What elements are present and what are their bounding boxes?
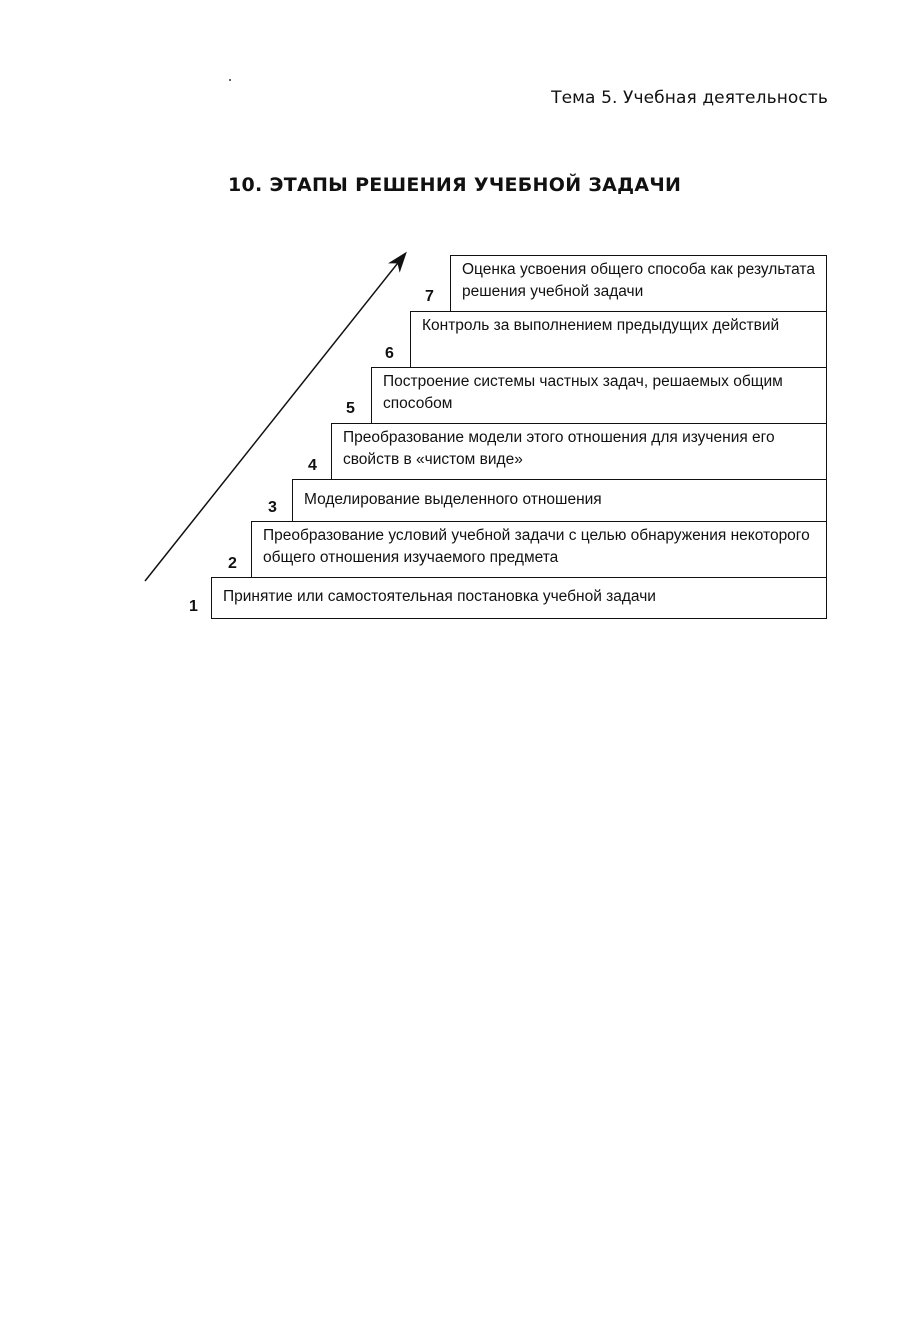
running-head: Тема 5. Учебная деятельность [551,88,828,108]
step-4-text: Преобразование модели этого отношения для изучения его свойств в «чистом виде» [343,429,775,468]
step-3-number: 3 [268,499,277,516]
step-5-text: Построение системы частных задач, решаемых общим способом [383,373,783,412]
step-6-text: Контроль за выполнением предыдущих действий [422,317,780,334]
step-2-text: Преобразование условий учебной задачи с целью обнаружения некоторого общего отношения изучаемого предмета [263,527,810,566]
step-2-number: 2 [228,555,237,572]
step-7-text: Оценка усвоения общего способа как результата решения учебной задачи [462,261,815,300]
step-4-number: 4 [308,457,317,474]
step-7-number: 7 [425,288,434,305]
step-5-number: 5 [346,400,355,417]
step-1-text: Принятие или самостоятельная постановка учебной задачи [223,588,656,605]
step-6-number: 6 [385,345,394,362]
diagram-title: 10. ЭТАПЫ РЕШЕНИЯ УЧЕБНОЙ ЗАДАЧИ [228,174,682,196]
step-1-number: 1 [189,598,198,615]
step-3-text: Моделирование выделенного отношения [304,491,602,508]
